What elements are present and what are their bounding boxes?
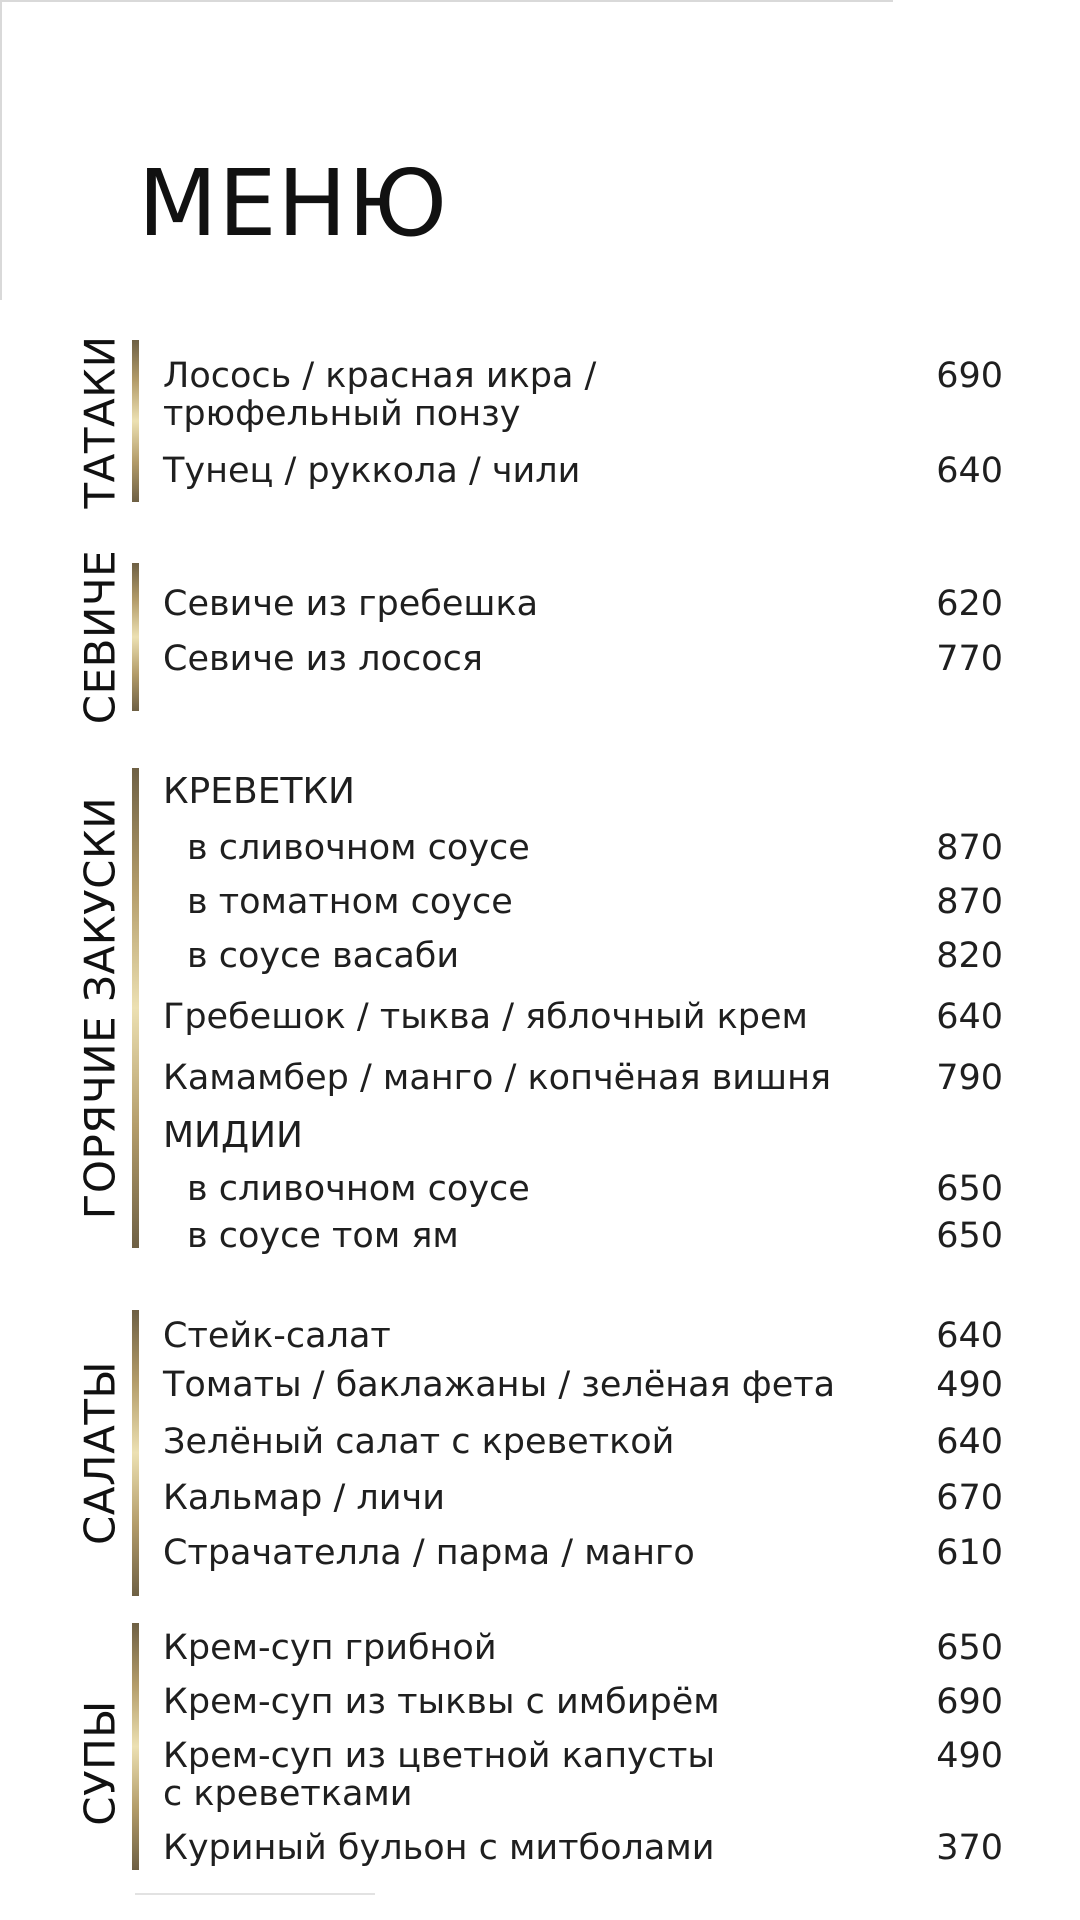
- item-price: 790: [936, 1058, 1003, 1098]
- item-name: Камамбер / манго / копчёная вишня: [163, 1058, 832, 1098]
- item-price: 650: [936, 1169, 1003, 1209]
- item-price: 690: [936, 1682, 1003, 1722]
- gold-divider-bar: [132, 340, 139, 502]
- item-name: в соусе васаби: [187, 936, 460, 976]
- item-price: 870: [936, 882, 1003, 922]
- item-name: Тунец / руккола / чили: [163, 451, 581, 491]
- item-price: 490: [936, 1736, 1003, 1776]
- item-name: МИДИИ: [163, 1115, 303, 1156]
- item-name: в сливочном соусе: [187, 828, 530, 868]
- item-name: Крем-суп грибной: [163, 1628, 497, 1668]
- item-name: Куриный бульон с митболами: [163, 1828, 715, 1868]
- item-name: Крем-суп из тыквы с имбирём: [163, 1682, 720, 1722]
- gold-divider-bar: [132, 768, 139, 1248]
- item-price: 620: [936, 584, 1003, 624]
- gold-divider-bar: [132, 1310, 139, 1596]
- item-name: Стейк-салат: [163, 1316, 391, 1356]
- item-price: 870: [936, 828, 1003, 868]
- item-name: Зелёный салат с креветкой: [163, 1422, 675, 1462]
- item-name: в томатном соусе: [187, 882, 513, 922]
- bottom-cutoff-line: [135, 1893, 375, 1895]
- item-price: 690: [936, 356, 1003, 396]
- top-border-line: [0, 0, 893, 2]
- item-name: Томаты / баклажаны / зелёная фета: [163, 1365, 836, 1405]
- item-name: Лосось / красная икра / трюфельный понзу: [163, 356, 597, 434]
- item-price: 640: [936, 1422, 1003, 1462]
- item-price: 650: [936, 1628, 1003, 1668]
- left-border-line: [0, 0, 2, 300]
- item-price: 820: [936, 936, 1003, 976]
- item-price: 770: [936, 639, 1003, 679]
- item-name: Гребешок / тыква / яблочный крем: [163, 997, 808, 1037]
- gold-divider-bar: [132, 1623, 139, 1870]
- item-name: Севиче из лосося: [163, 639, 483, 679]
- item-name: Севиче из гребешка: [163, 584, 539, 624]
- item-name: Страчателла / парма / манго: [163, 1533, 695, 1573]
- page-title: МЕНЮ: [138, 150, 449, 257]
- item-name: в сливочном соусе: [187, 1169, 530, 1209]
- item-name: Крем-суп из цветной капусты с креветками: [163, 1736, 716, 1814]
- item-price: 640: [936, 997, 1003, 1037]
- item-name: КРЕВЕТКИ: [163, 771, 355, 812]
- item-price: 610: [936, 1533, 1003, 1573]
- item-price: 640: [936, 451, 1003, 491]
- gold-divider-bar: [132, 563, 139, 711]
- item-price: 490: [936, 1365, 1003, 1405]
- item-price: 640: [936, 1316, 1003, 1356]
- item-name: Кальмар / личи: [163, 1478, 445, 1518]
- item-price: 670: [936, 1478, 1003, 1518]
- item-price: 650: [936, 1216, 1003, 1256]
- item-price: 370: [936, 1828, 1003, 1868]
- item-name: в соусе том ям: [187, 1216, 459, 1256]
